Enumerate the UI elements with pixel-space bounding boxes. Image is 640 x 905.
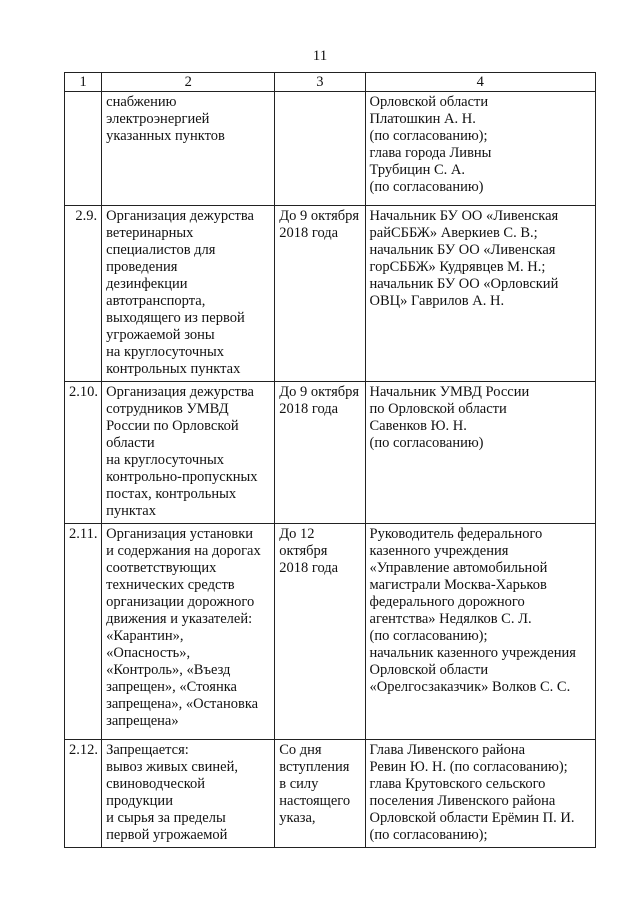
responsible-line: начальник БУ ОО «Орловский <box>369 276 559 292</box>
action-line: продукции <box>106 793 173 809</box>
column-header: 2 <box>102 73 275 92</box>
responsible-line: глава Крутовского сельского <box>369 776 546 792</box>
responsible-cell <box>365 382 595 524</box>
action-line: Организация установки <box>106 526 254 542</box>
action-line: контрольных пунктах <box>106 361 241 377</box>
term-cell <box>275 206 365 382</box>
responsible-cell <box>365 524 595 740</box>
action-line: свиноводческой <box>106 776 206 792</box>
plan-table <box>64 72 596 848</box>
table-row <box>65 92 596 206</box>
responsible-line: Орловской области Ерёмин П. И. <box>369 810 575 826</box>
responsible-cell <box>365 92 595 206</box>
responsible-line: Ревин Ю. Н. (по согласованию); <box>369 759 568 775</box>
responsible-line: «Управление автомобильной <box>369 560 548 576</box>
page-number: 11 <box>312 48 328 64</box>
action-line: указанных пунктов <box>106 128 225 144</box>
table-header-row <box>65 73 596 92</box>
action-cell <box>102 524 275 740</box>
responsible-line: казенного учреждения <box>369 543 509 559</box>
responsible-cell <box>365 740 595 848</box>
term-line: 2018 года <box>279 401 339 417</box>
action-line: «Опасность», <box>106 645 191 661</box>
action-line: России по Орловской <box>106 418 239 434</box>
responsible-line: (по согласованию) <box>369 179 484 195</box>
responsible-line: начальник БУ ОО «Ливенская <box>369 242 556 258</box>
action-line: постах, контрольных <box>106 486 237 502</box>
row-number <box>65 92 102 206</box>
responsible-line: Начальник УМВД России <box>369 384 530 400</box>
action-line: соответствующих <box>106 560 217 576</box>
term-cell <box>275 524 365 740</box>
action-line: организации дорожного <box>106 594 255 610</box>
responsible-line: Трубицин С. А. <box>369 162 465 178</box>
column-header: 1 <box>65 73 102 92</box>
term-line: 2018 года <box>279 560 339 576</box>
action-line: вывоз живых свиней, <box>106 759 238 775</box>
action-line: и содержания на дорогах <box>106 543 261 559</box>
action-line: снабжению <box>106 94 177 110</box>
table-row <box>65 524 596 740</box>
term-line: октября <box>279 543 328 559</box>
responsible-line: райСББЖ» Аверкиев С. В.; <box>369 225 538 241</box>
responsible-line: горСББЖ» Кудрявцев М. Н.; <box>369 259 546 275</box>
responsible-line: Глава Ливенского района <box>369 742 526 758</box>
term-line: Со дня <box>279 742 322 758</box>
action-line: угрожаемой зоны <box>106 327 215 343</box>
action-line: электроэнергией <box>106 111 210 127</box>
action-line: ветеринарных <box>106 225 194 241</box>
term-cell <box>275 92 365 206</box>
responsible-line: Начальник БУ ОО «Ливенская <box>369 208 559 224</box>
responsible-line: глава города Ливны <box>369 145 492 161</box>
responsible-line: Руководитель федерального <box>369 526 543 542</box>
column-header: 4 <box>365 73 595 92</box>
responsible-line: Орловской области <box>369 94 489 110</box>
action-line: запрещена», «Остановка <box>106 696 259 712</box>
action-line: запрещен», «Стоянка <box>106 679 237 695</box>
responsible-line: поселения Ливенского района <box>369 793 556 809</box>
row-number: 2.11. <box>65 524 102 740</box>
responsible-cell <box>365 206 595 382</box>
action-line: проведения <box>106 259 178 275</box>
responsible-line: (по согласованию); <box>369 827 488 843</box>
action-line: сотрудников УМВД <box>106 401 229 417</box>
row-number: 2.9. <box>65 206 102 382</box>
row-number: 2.12. <box>65 740 102 848</box>
action-line: запрещена» <box>106 713 179 729</box>
action-line: Организация дежурства <box>106 208 254 224</box>
term-line: настоящего <box>279 793 351 809</box>
action-line: и сырья за пределы <box>106 810 226 826</box>
term-line: вступления <box>279 759 350 775</box>
term-cell <box>275 382 365 524</box>
action-line: выходящего из первой <box>106 310 245 326</box>
responsible-line: начальник казенного учреждения <box>369 645 576 661</box>
action-cell <box>102 382 275 524</box>
action-line: первой угрожаемой <box>106 827 228 843</box>
responsible-line: по Орловской области <box>369 401 507 417</box>
table-row <box>65 382 596 524</box>
row-number: 2.10. <box>65 382 102 524</box>
action-line: контрольно-пропускных <box>106 469 258 485</box>
action-line: технических средств <box>106 577 235 593</box>
action-line: автотранспорта, <box>106 293 206 309</box>
action-line: «Контроль», «Въезд <box>106 662 231 678</box>
action-line: Запрещается: <box>106 742 189 758</box>
term-line: в силу <box>279 776 319 792</box>
responsible-line: магистрали Москва-Харьков <box>369 577 547 593</box>
responsible-line: агентства» Недялков С. Л. <box>369 611 532 627</box>
term-line: 2018 года <box>279 225 339 241</box>
responsible-line: Орловской области <box>369 662 489 678</box>
responsible-line: ОВЦ» Гаврилов А. Н. <box>369 293 505 309</box>
action-line: пунктах <box>106 503 156 519</box>
table-row <box>65 206 596 382</box>
responsible-line: (по согласованию); <box>369 628 488 644</box>
responsible-line: (по согласованию); <box>369 128 488 144</box>
action-line: Организация дежурства <box>106 384 254 400</box>
term-line: До 9 октября <box>279 208 360 224</box>
responsible-line: федерального дорожного <box>369 594 525 610</box>
term-cell <box>275 740 365 848</box>
action-line: области <box>106 435 155 451</box>
term-line: указа, <box>279 810 316 826</box>
responsible-line: Платошкин А. Н. <box>369 111 476 127</box>
action-cell <box>102 92 275 206</box>
action-cell <box>102 740 275 848</box>
action-line: специалистов для <box>106 242 216 258</box>
column-header: 3 <box>275 73 365 92</box>
action-cell <box>102 206 275 382</box>
action-line: на круглосуточных <box>106 344 224 360</box>
responsible-line: «Орелгосзаказчик» Волков С. С. <box>369 679 571 695</box>
responsible-line: Савенков Ю. Н. <box>369 418 467 434</box>
action-line: «Карантин», <box>106 628 184 644</box>
action-line: дезинфекции <box>106 276 188 292</box>
term-line: До 9 октября <box>279 384 360 400</box>
responsible-line: (по согласованию) <box>369 435 484 451</box>
table-row <box>65 740 596 848</box>
term-line: До 12 <box>279 526 315 542</box>
action-line: на круглосуточных <box>106 452 224 468</box>
action-line: движения и указателей: <box>106 611 253 627</box>
